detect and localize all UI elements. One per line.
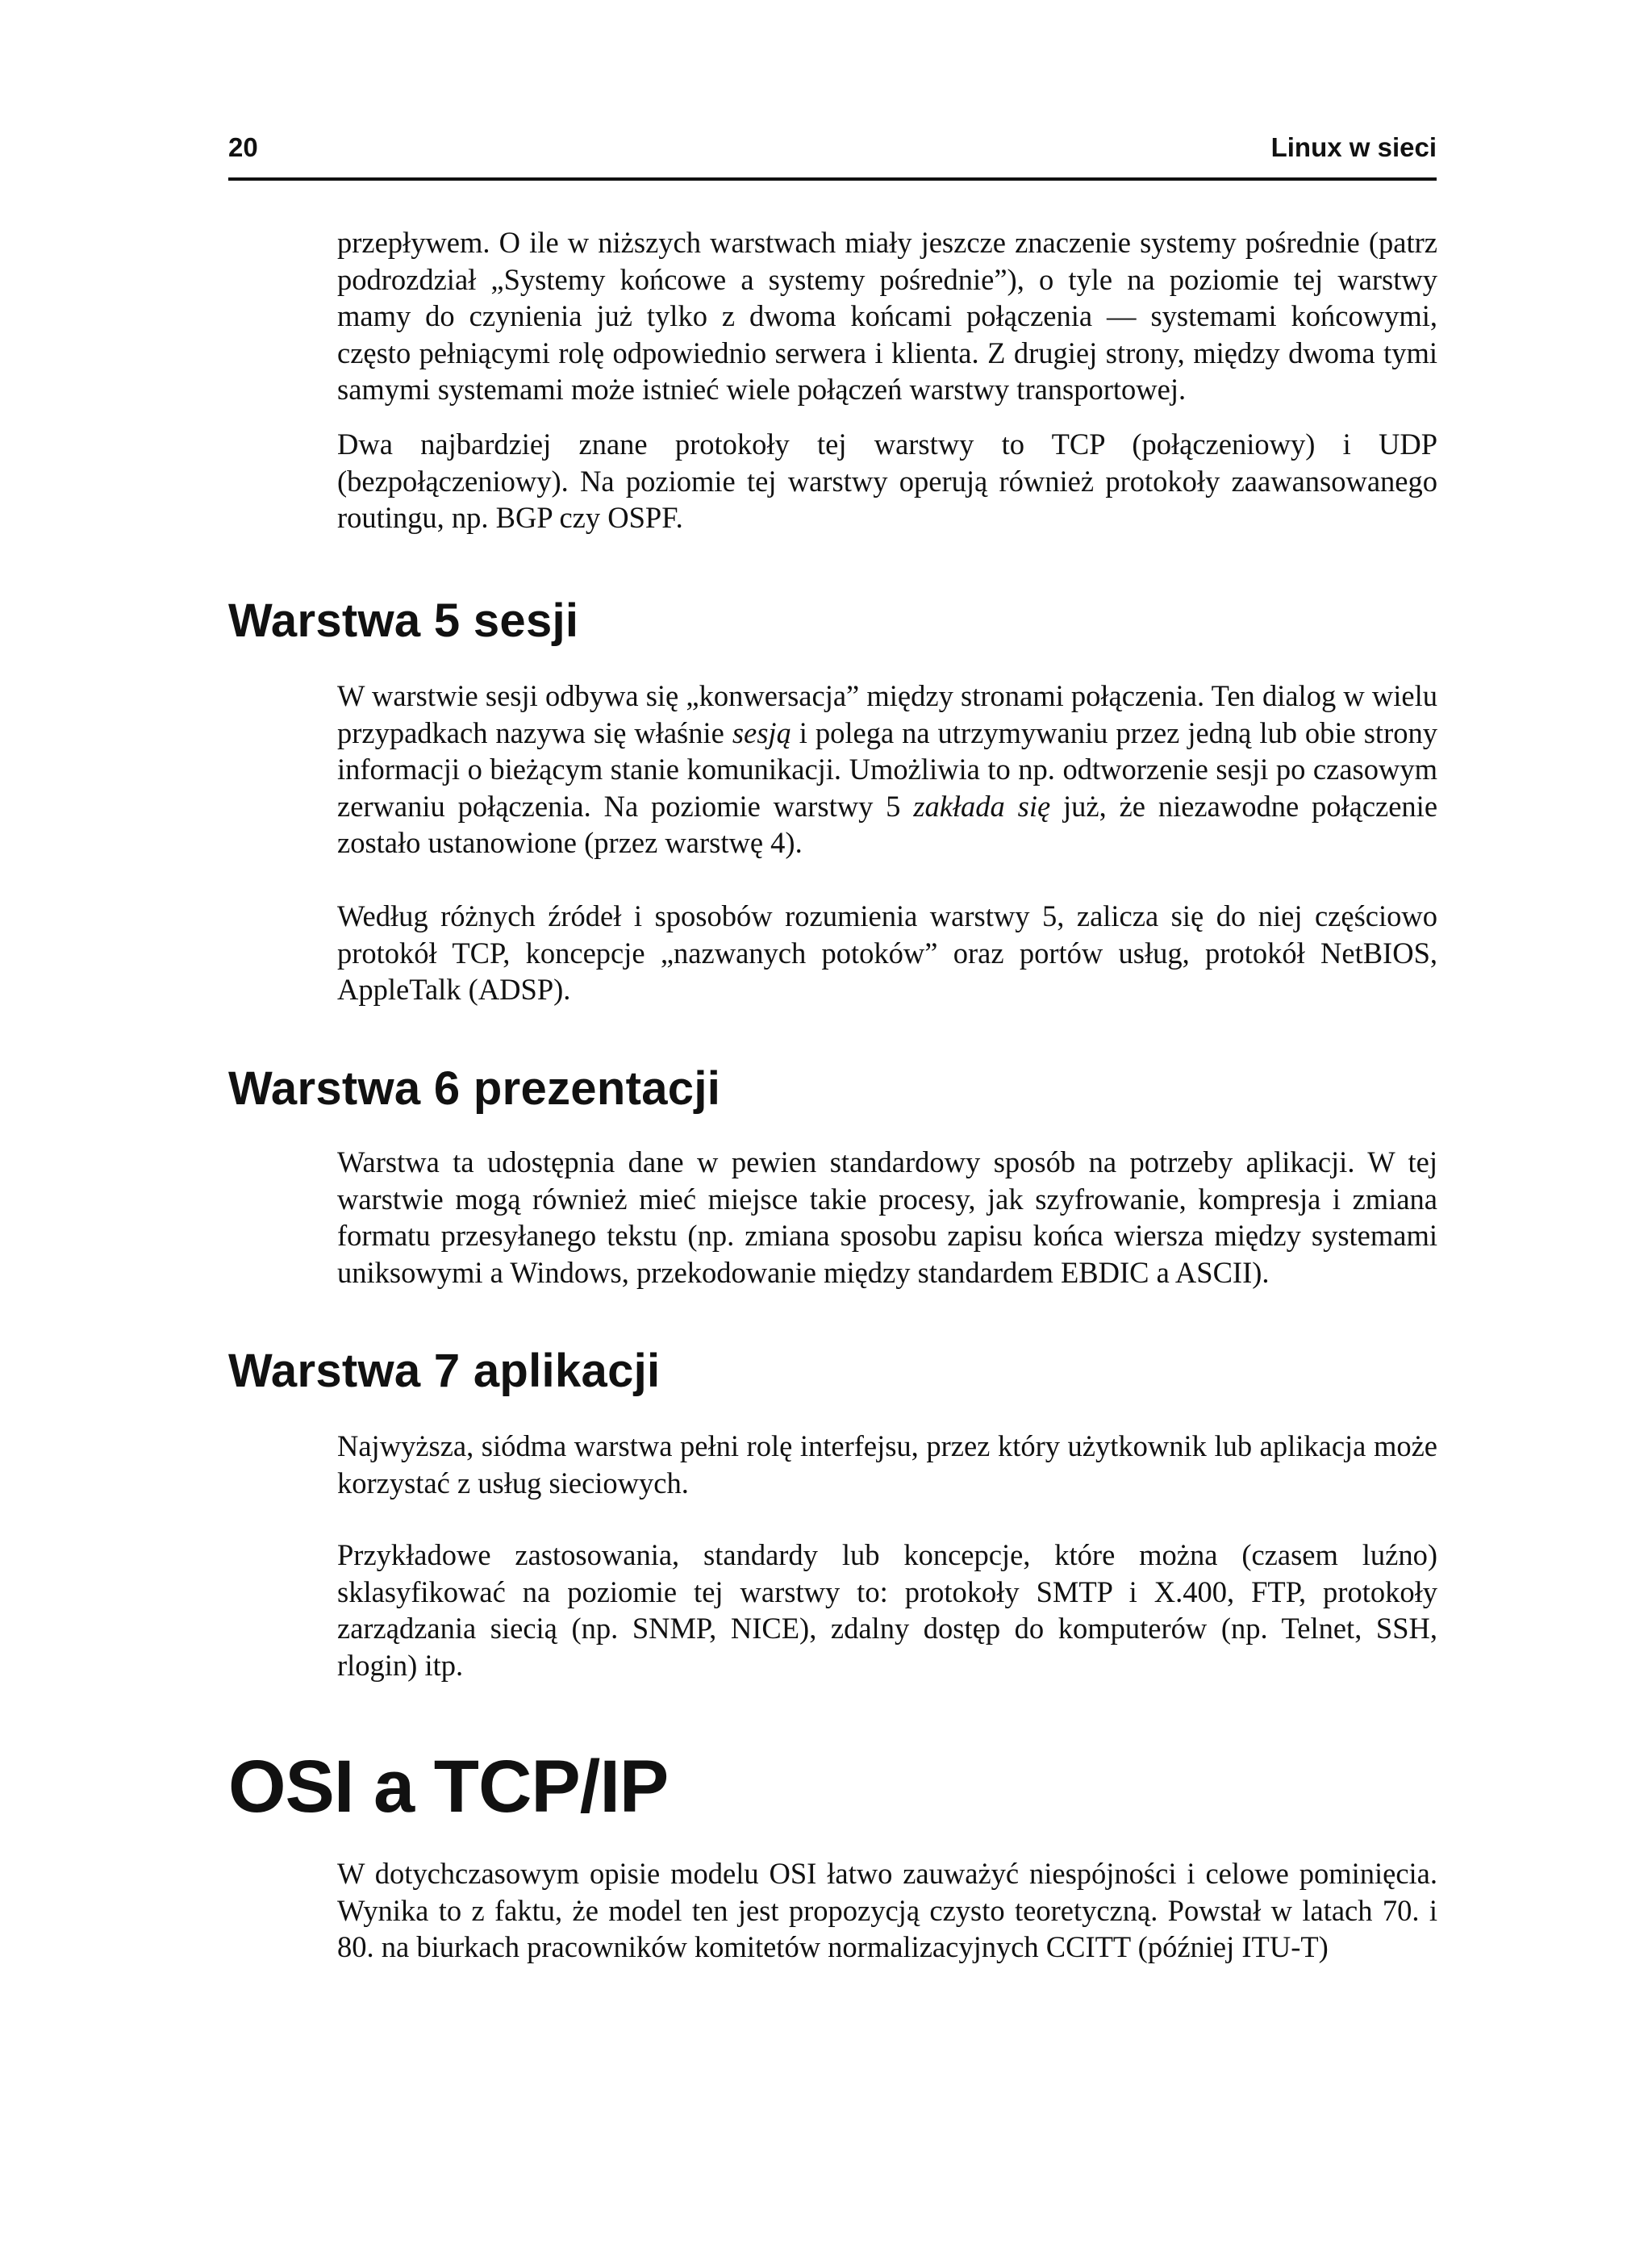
layer5-text-b: i polega na utrzymywaniu przez jedną lub obie strony informacji o bieżącym stanie komunikacji. Umożliwia to np. odtworzenie sesji po czasowym zerwaniu połączenia. Na poziomie warstwy 5 <box>337 715 1437 823</box>
layer5-emphasis-sesja: sesją <box>732 715 791 749</box>
intro-paragraph-1: przepływem. O ile w niższych warstwach miały jeszcze znaczenie systemy pośrednie (patrz podrozdział „Systemy końcowe a systemy pośrednie”), o tyle na poziomie tej warstwy mamy do czynienia już tylko z dwoma końcami połączenia — systemami końcowymi, często pełniącymi rolę odpowiednio serwera i klienta. Z drugiej strony, między dwoma tymi samymi systemami może istnieć wiele połączeń warstwy transportowej. <box>337 226 1437 406</box>
heading-layer-7: Warstwa 7 aplikacji <box>228 1345 661 1397</box>
layer5-text-a: W warstwie sesji odbywa się „konwersacja” między stronami połączenia. Ten dialog w wielu przypadkach nazywa się właśnie <box>337 679 1437 749</box>
layer7-paragraph-2: Przykładowe zastosowania, standardy lub koncepcje, które można (czasem luźno) sklasyfikować na poziomie tej warstwy to: protokoły SMTP i X.400, FTP, protokoły zarządzania siecią (np. SNMP, NICE), zdalny dostęp do komputerów (np. Telnet, SSH, rlogin) itp. <box>337 1538 1437 1682</box>
layer5-paragraph-1 <box>337 678 1437 861</box>
layer5-text-c: już, że niezawodne połączenie zostało ustanowione (przez warstwę 4). <box>337 789 1438 859</box>
layer5-emphasis-zaklada: zakłada się <box>913 789 1051 823</box>
running-title: Linux w sieci <box>1270 132 1437 162</box>
layer7-paragraph-1: Najwyższa, siódma warstwa pełni rolę interfejsu, przez który użytkownik lub aplikacja może korzystać z usług sieciowych. <box>337 1429 1437 1500</box>
heading-osi-tcpip: OSI a TCP/IP <box>228 1746 669 1828</box>
layer6-paragraph-1: Warstwa ta udostępnia dane w pewien standardowy sposób na potrzeby aplikacji. W tej warstwie mogą również mieć miejsce takie procesy, jak szyfrowanie, kompresja i zmiana formatu przesyłanego tekstu (np. zmiana sposobu zapisu końca wiersza między systemami uniksowymi a Windows, przekodowanie między standardem EBDIC a ASCII). <box>337 1145 1437 1289</box>
page-number: 20 <box>228 132 258 162</box>
page-header <box>228 129 1437 181</box>
intro-paragraph-2: Dwa najbardziej znane protokoły tej warstwy to TCP (połączeniowy) i UDP (bezpołączeniowy). Na poziomie tej warstwy operują również protokoły zaawansowanego routingu, np. BGP czy OSPF. <box>337 428 1437 534</box>
heading-layer-6: Warstwa 6 prezentacji <box>228 1062 721 1115</box>
layer5-paragraph-2: Według różnych źródeł i sposobów rozumienia warstwy 5, zalicza się do niej częściowo protokół TCP, koncepcje „nazwanych potoków” oraz portów usług, protokół NetBIOS, AppleTalk (ADSP). <box>337 899 1437 1006</box>
osi-tcpip-paragraph-1: W dotychczasowym opisie modelu OSI łatwo zauważyć niespójności i celowe pominięcia. Wynika to z faktu, że model ten jest propozycją czysto teoretyczną. Powstał w latach 70. i 80. na biurkach pracowników komitetów normalizacyjnych CCITT (później ITU-T) <box>337 1857 1437 1963</box>
heading-layer-5: Warstwa 5 sesji <box>228 594 579 647</box>
